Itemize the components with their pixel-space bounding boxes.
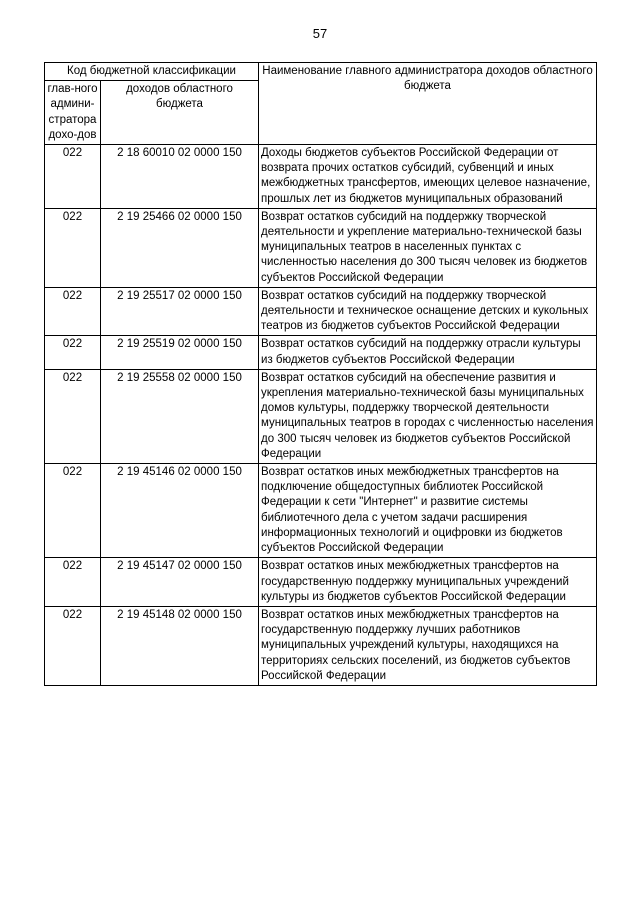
income-name: Возврат остатков субсидий на поддержку творческой деятельности и техническое оснащение детских и кукольных театров из бюджетов субъектов Российской Федерации xyxy=(259,287,597,336)
income-code: 2 19 45147 02 0000 150 xyxy=(101,558,259,607)
income-code: 2 19 25519 02 0000 150 xyxy=(101,336,259,369)
administrator-code: 022 xyxy=(45,464,101,558)
income-name: Возврат остатков иных межбюджетных трансфертов на государственную поддержку муниципальных учреждений культуры из бюджетов субъектов Российской Федерации xyxy=(259,558,597,607)
page-number: 57 xyxy=(312,26,328,41)
administrator-code: 022 xyxy=(45,558,101,607)
header-administrator-name: Наименование главного администратора доходов областного бюджета xyxy=(259,63,597,145)
income-code: 2 19 25517 02 0000 150 xyxy=(101,287,259,336)
income-name: Возврат остатков субсидий на поддержку отрасли культуры из бюджетов субъектов Российской Федерации xyxy=(259,336,597,369)
table-row xyxy=(45,558,597,607)
administrator-code: 022 xyxy=(45,287,101,336)
table-row xyxy=(45,145,597,209)
header-budget-classification: Код бюджетной классификации xyxy=(45,63,259,81)
income-name: Возврат остатков субсидий на поддержку творческой деятельности и укрепление материально-технической базы муниципальных театров в населенных пунктах с численностью населения до 300 тысяч человек из бюджетов субъектов Российской Федерации xyxy=(259,208,597,287)
income-name: Возврат остатков иных межбюджетных трансфертов на государственную поддержку лучших работников муниципальных учреждений культуры, находящихся на территориях сельских поселений, из бюджетов субъектов Российской Федерации xyxy=(259,606,597,685)
table-row xyxy=(45,208,597,287)
income-code: 2 19 45146 02 0000 150 xyxy=(101,464,259,558)
income-name: Возврат остатков субсидий на обеспечение развития и укрепления материально-технической базы муниципальных домов культуры, поддержку творческой деятельности муниципальных театров в городах с численностью населения до 300 тысяч человек из бюджетов субъектов Российской Федерации xyxy=(259,369,597,463)
income-code: 2 19 45148 02 0000 150 xyxy=(101,606,259,685)
administrator-code: 022 xyxy=(45,606,101,685)
administrator-code: 022 xyxy=(45,145,101,209)
table-row xyxy=(45,336,597,369)
table-row xyxy=(45,464,597,558)
table-row xyxy=(45,606,597,685)
budget-classification-table xyxy=(44,62,597,686)
header-income-code: доходов областного бюджета xyxy=(101,81,259,145)
table-row xyxy=(45,369,597,463)
table-row xyxy=(45,287,597,336)
income-name: Доходы бюджетов субъектов Российской Федерации от возврата прочих остатков субсидий, субвенций и иных межбюджетных трансфертов, имеющих целевое назначение, прошлых лет из бюджетов муниципальных образований xyxy=(259,145,597,209)
income-code: 2 19 25466 02 0000 150 xyxy=(101,208,259,287)
administrator-code: 022 xyxy=(45,336,101,369)
header-main-administrator: глав-ного админи-стратора дохо-дов xyxy=(45,81,101,145)
administrator-code: 022 xyxy=(45,208,101,287)
income-code: 2 18 60010 02 0000 150 xyxy=(101,145,259,209)
income-code: 2 19 25558 02 0000 150 xyxy=(101,369,259,463)
administrator-code: 022 xyxy=(45,369,101,463)
income-name: Возврат остатков иных межбюджетных трансфертов на подключение общедоступных библиотек Российской Федерации к сети "Интернет" и развитие системы библиотечного дела с учетом задачи расширения информационных технологий и оцифровки из бюджетов субъектов Российской Федерации xyxy=(259,464,597,558)
